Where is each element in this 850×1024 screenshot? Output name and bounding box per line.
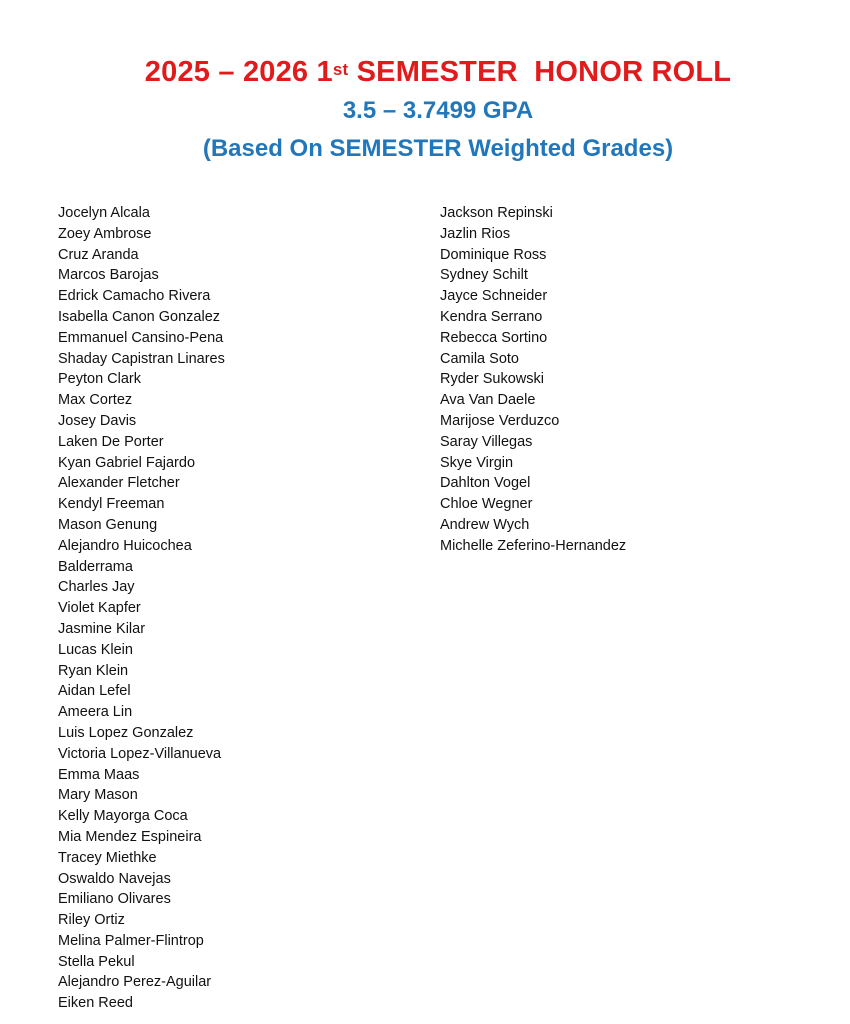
student-name: Jocelyn Alcala <box>58 205 150 221</box>
student-name: Charles Jay <box>58 579 135 596</box>
grading-basis: (Based On SEMESTER Weighted Grades) <box>202 135 674 162</box>
student-name: Mason Genung <box>58 516 158 533</box>
student-name: Kyan Gabriel Fajardo <box>58 454 196 471</box>
student-name: Emma Maas <box>58 766 140 783</box>
student-name: Violet Kapfer <box>58 600 141 617</box>
student-name: Ava Van Daele <box>440 392 536 409</box>
student-name: Max Cortez <box>58 392 133 409</box>
document-header <box>0 52 850 168</box>
student-name: Zoey Ambrose <box>58 225 152 242</box>
student-name: Josey Davis <box>58 412 137 429</box>
title-prefix: 2025 – 2026 1 <box>144 56 333 88</box>
student-name: Lucas Klein <box>58 641 133 658</box>
student-name: Ryder Sukowski <box>440 371 544 388</box>
student-name: Peyton Clark <box>58 371 142 388</box>
student-name: Mary Mason <box>58 787 138 804</box>
student-name: Victoria Lopez-Villanueva <box>58 745 222 762</box>
left-name-column <box>58 203 225 1014</box>
student-name: Mia Mendez Espineira <box>58 828 202 845</box>
student-name: Ameera Lin <box>58 704 133 721</box>
student-name: Oswaldo Navejas <box>58 870 171 887</box>
student-name: Tracey Miethke <box>58 849 157 866</box>
right-name-column <box>440 203 626 557</box>
student-name: Eiken Reed <box>58 995 133 1012</box>
student-name: Jasmine Kilar <box>58 620 146 637</box>
student-name: Riley Ortiz <box>58 912 125 929</box>
student-name: Saray Villegas <box>440 433 533 450</box>
student-name: Alejandro Perez-Aguilar <box>58 974 212 991</box>
student-name: Kelly Mayorga Coca <box>58 808 188 825</box>
student-name: Jazlin Rios <box>440 225 511 242</box>
student-name: Alejandro Huicochea <box>58 537 192 554</box>
student-name: Marcos Barojas <box>58 267 159 284</box>
student-name: Aidan Lefel <box>58 683 131 700</box>
student-name: Skye Virgin <box>440 454 514 471</box>
student-name: Edrick Camacho Rivera <box>58 288 211 305</box>
student-name: Sydney Schilt <box>440 267 528 284</box>
student-name: Marijose Verduzco <box>440 412 560 429</box>
student-name: Balderrama <box>58 558 133 575</box>
student-name: Kendra Serrano <box>440 308 543 325</box>
student-name: Camila Soto <box>440 350 519 367</box>
title-suffix: SEMESTER HONOR ROLL <box>348 56 732 88</box>
page-title <box>0 52 850 92</box>
student-name: Michelle Zeferino-Hernandez <box>440 537 627 554</box>
student-name: Andrew Wych <box>440 516 530 533</box>
student-name: Kendyl Freeman <box>58 496 165 513</box>
title-ordinal-suffix: st <box>332 60 349 79</box>
student-name: Chloe Wegner <box>440 496 533 513</box>
student-name: Luis Lopez Gonzalez <box>58 724 194 741</box>
student-name: Dominique Ross <box>440 246 547 263</box>
student-name: Stella Pekul <box>58 953 135 970</box>
student-name: Alexander Fletcher <box>58 475 180 492</box>
student-name: Melina Palmer-Flintrop <box>58 932 204 949</box>
student-name: Jayce Schneider <box>440 288 548 305</box>
student-name: Laken De Porter <box>58 433 164 450</box>
student-name: Jackson Repinski <box>440 205 553 221</box>
student-name: Rebecca Sortino <box>440 329 548 346</box>
student-name: Isabella Canon Gonzalez <box>58 308 221 325</box>
student-name: Emmanuel Cansino-Pena <box>58 329 224 346</box>
student-name: Shaday Capistran Linares <box>58 350 225 367</box>
gpa-range: 3.5 – 3.7499 GPA <box>342 97 534 124</box>
student-name: Ryan Klein <box>58 662 129 679</box>
student-name: Emiliano Olivares <box>58 891 171 908</box>
student-name: Cruz Aranda <box>58 246 139 263</box>
student-name: Dahlton Vogel <box>440 475 531 492</box>
